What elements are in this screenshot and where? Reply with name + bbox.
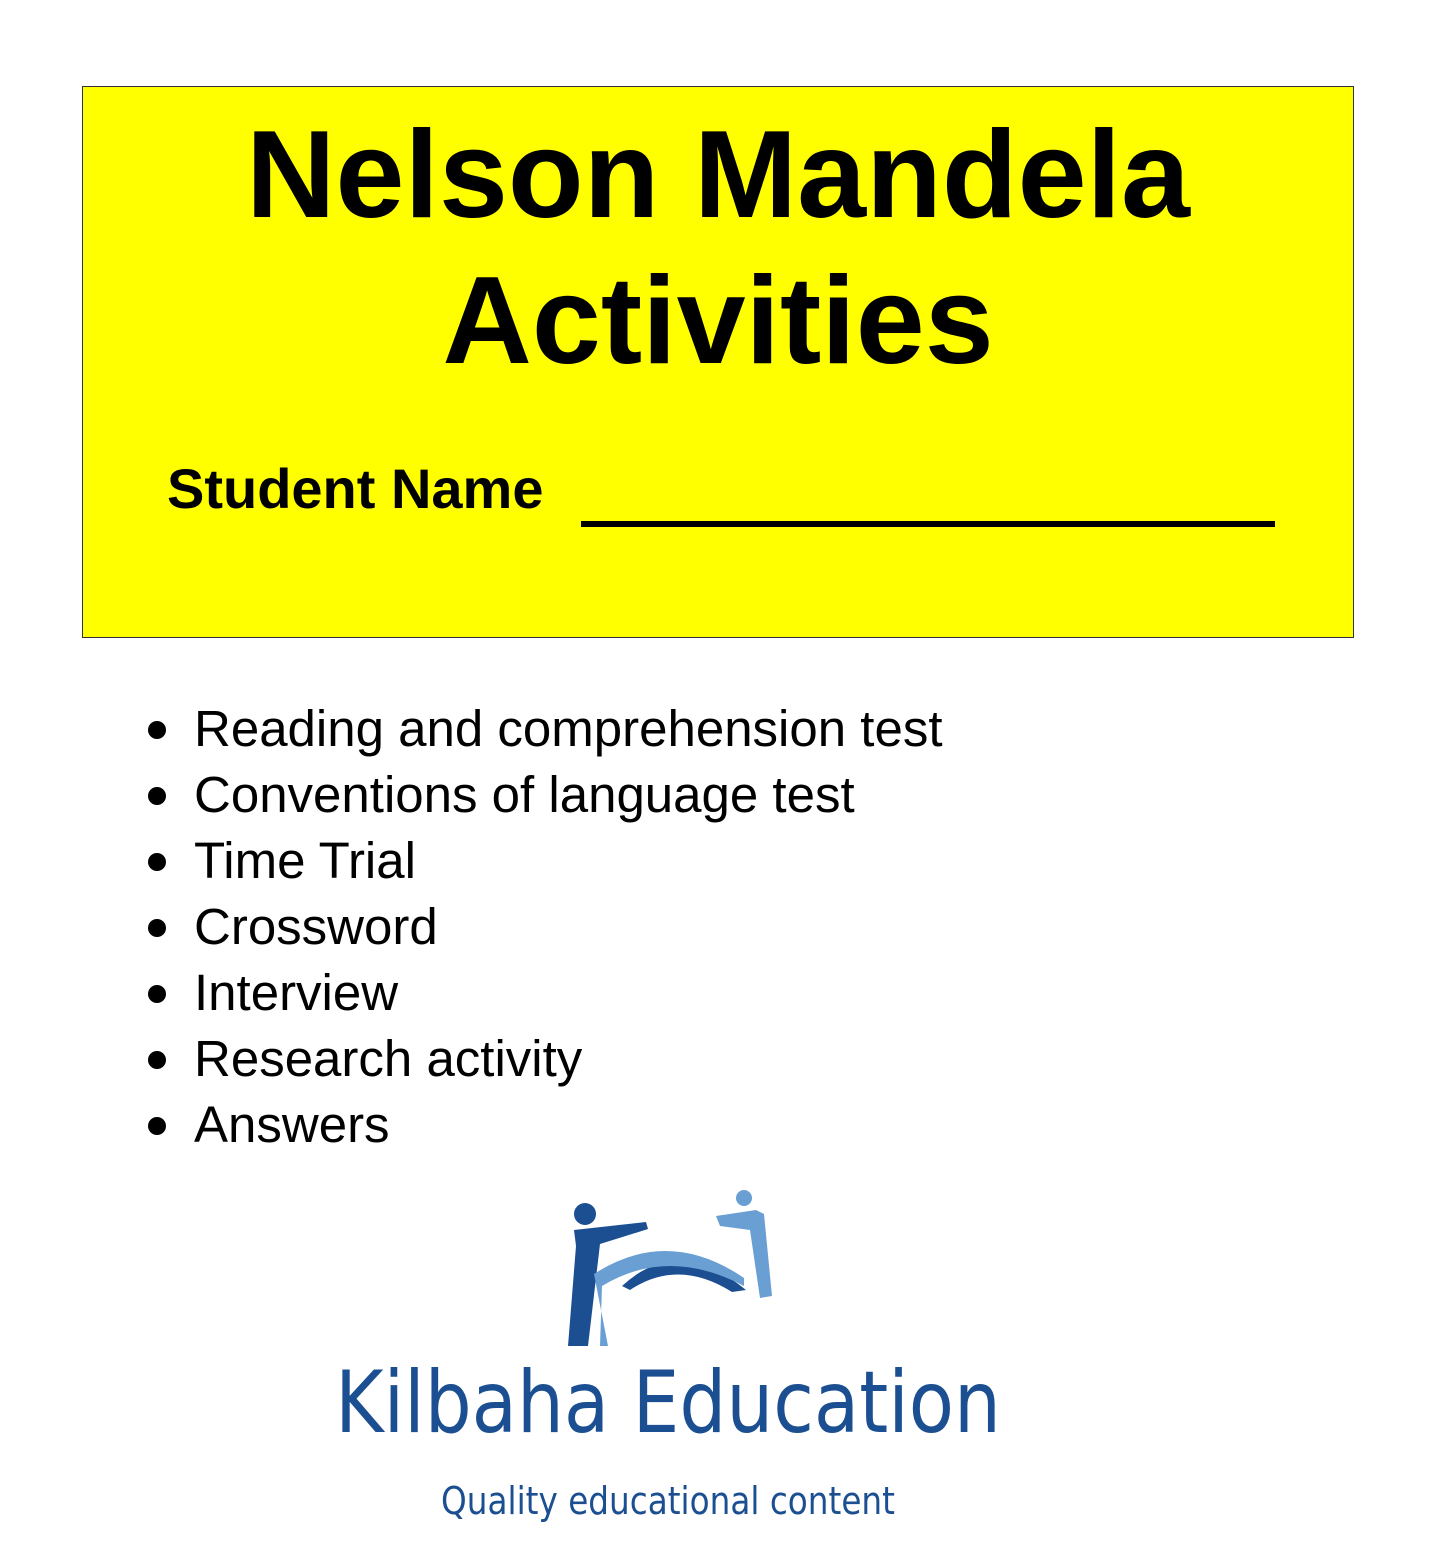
list-item — [0, 762, 943, 828]
activity-label: Conventions of language test — [194, 766, 855, 823]
two-figures-bridge-logo-icon — [560, 1186, 780, 1350]
logo-right-head — [736, 1190, 752, 1206]
list-item — [0, 828, 943, 894]
activity-label: Crossword — [194, 898, 438, 955]
bullet-icon — [148, 853, 166, 871]
list-item — [0, 894, 943, 960]
bullet-icon — [148, 1051, 166, 1069]
bullet-icon — [148, 787, 166, 805]
bullet-icon — [148, 721, 166, 739]
logo-name: Kilbaha Education — [335, 1353, 1001, 1453]
student-name-label: Student Name — [167, 457, 544, 520]
student-name-blank — [581, 521, 1275, 527]
activity-label: Answers — [194, 1096, 390, 1153]
list-item — [0, 1092, 943, 1158]
title-line-1: Nelson Mandela — [246, 106, 1190, 244]
title-line-2: Activities — [442, 252, 994, 390]
activity-label: Time Trial — [194, 832, 416, 889]
list-item — [0, 1026, 943, 1092]
bullet-icon — [148, 985, 166, 1003]
list-item — [0, 960, 943, 1026]
logo-left-head — [574, 1203, 596, 1225]
activity-label: Research activity — [194, 1030, 583, 1087]
logo-tagline: Quality educational content — [441, 1479, 895, 1523]
bullet-icon — [148, 919, 166, 937]
activity-label: Reading and comprehension test — [194, 700, 943, 757]
activity-list — [0, 696, 943, 1158]
bullet-icon — [148, 1117, 166, 1135]
list-item — [0, 696, 943, 762]
logo-arch-light — [594, 1251, 744, 1346]
activity-label: Interview — [194, 964, 399, 1021]
title-box — [82, 86, 1354, 638]
